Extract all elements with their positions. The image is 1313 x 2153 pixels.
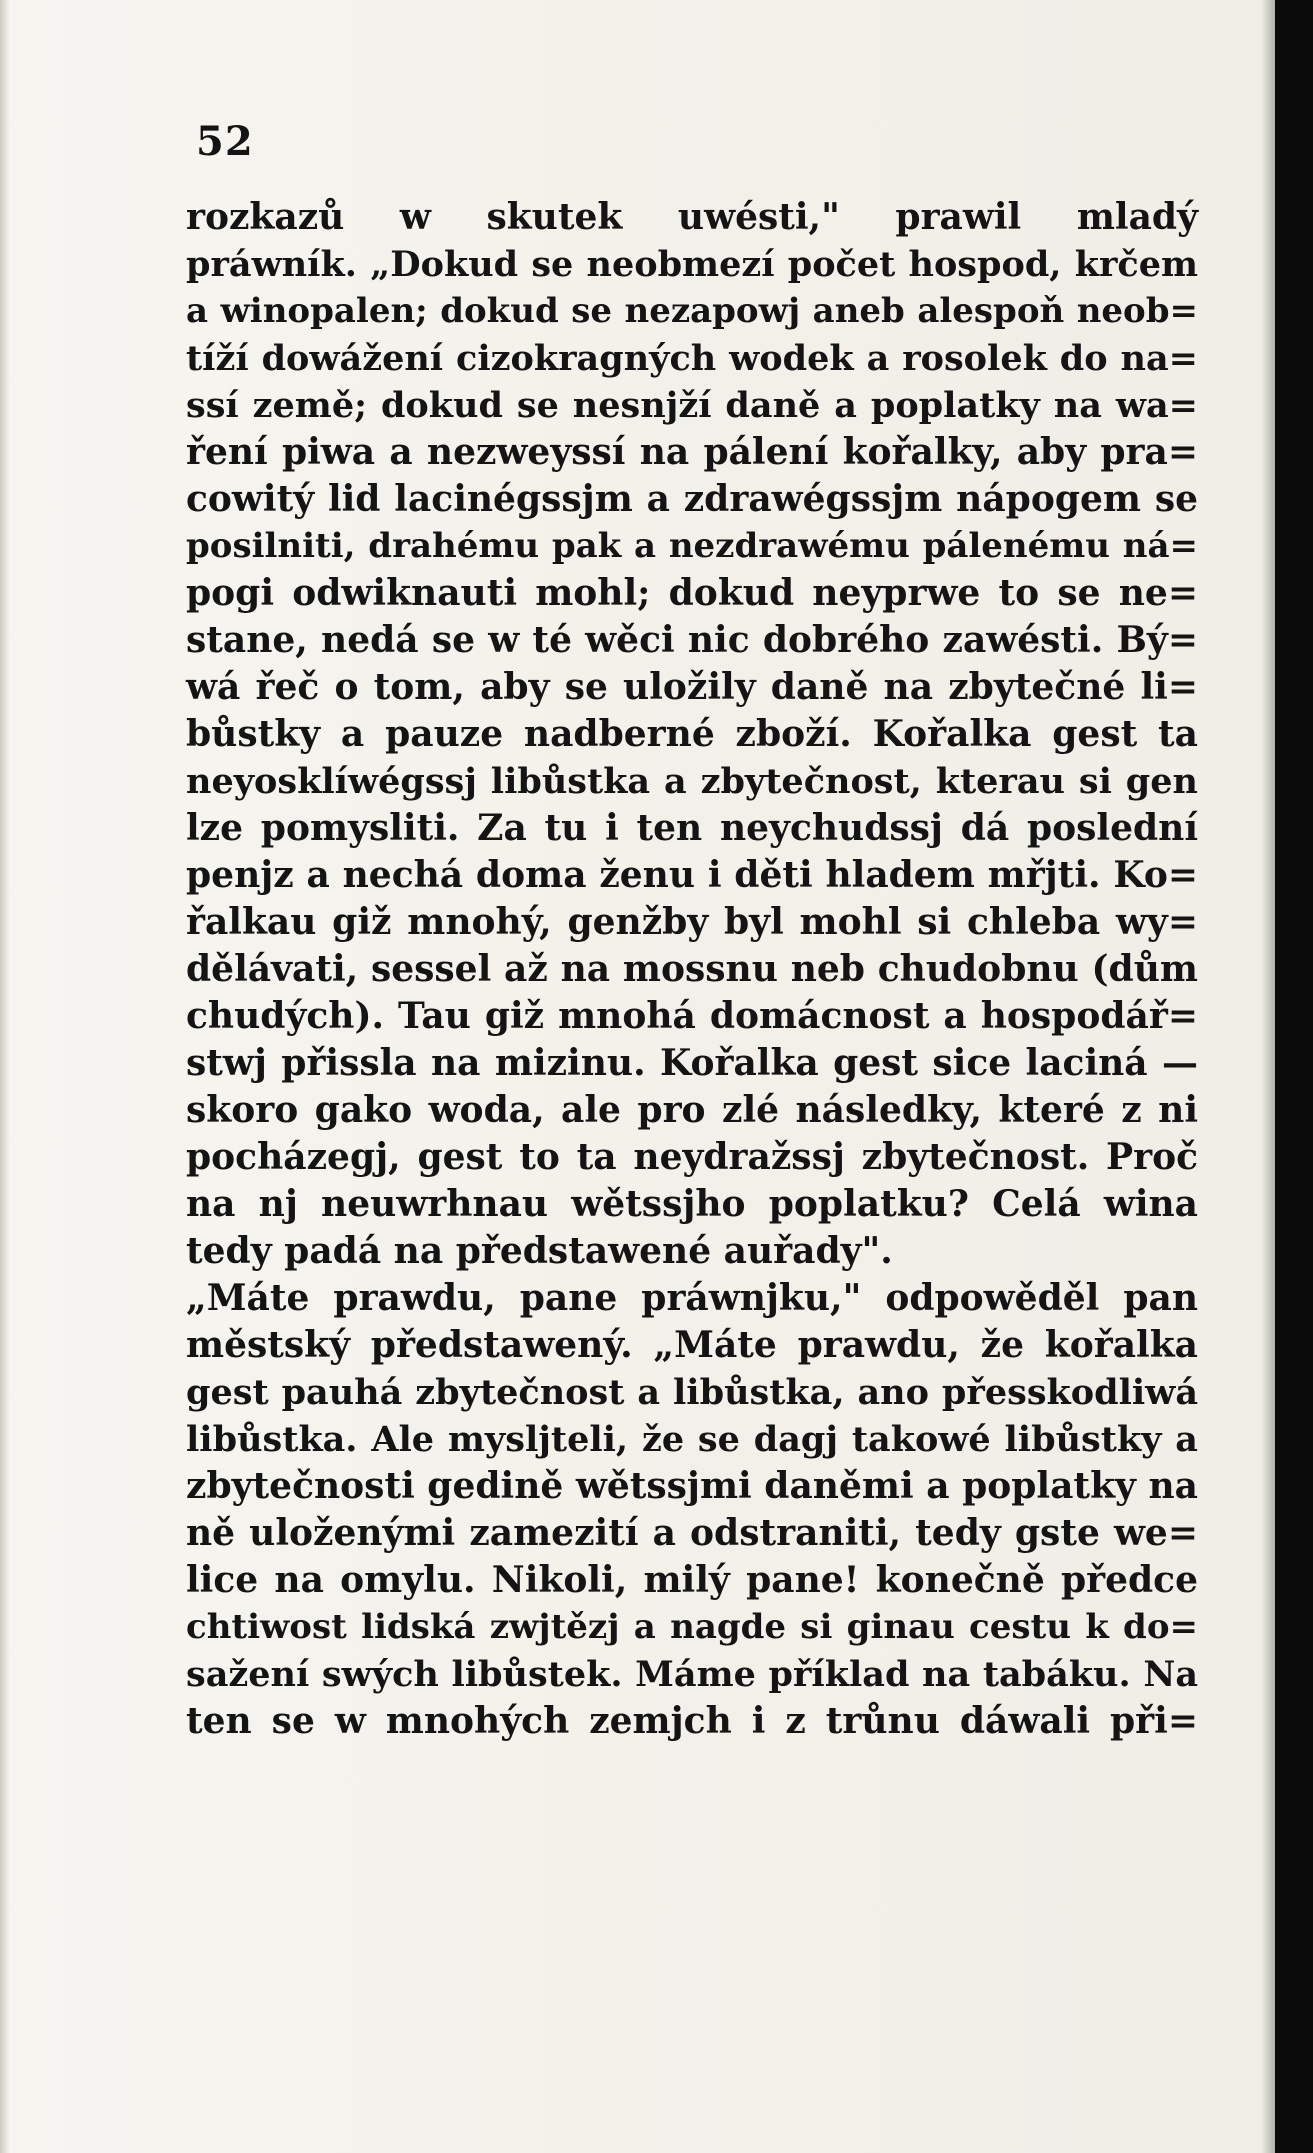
text-line: „Máte prawdu, pane práwnjku," odpowěděl pan [186, 1277, 1198, 1319]
text-line: ně uloženými zamezití a odstraniti, tedy gste we= [186, 1512, 1198, 1554]
text-line: rozkazů w skutek uwésti," prawil mladý [186, 196, 1198, 238]
page-left-shadow [0, 0, 10, 2153]
text-line: libůstka. Ale mysljteli, že se dagj takowé libůstky a [186, 1419, 1198, 1460]
text-line: pocházegj, gest to ta neydražssj zbytečnost. Proč [186, 1136, 1198, 1178]
text-line: lice na omylu. Nikoli, milý pane! konečně předce [186, 1559, 1198, 1601]
body-text [186, 194, 1198, 1745]
gutter-shadow [1261, 0, 1275, 2153]
text-line: tedy padá na předstawené auřady". [186, 1230, 893, 1272]
text-line: chudých). Tau giž mnohá domácnost a hospodář= [186, 995, 1198, 1037]
text-line: wá řeč o tom, aby se uložily daně na zbytečné li= [186, 666, 1198, 708]
text-line: ření piwa a nezweyssí na pálení kořalky, aby pra= [186, 431, 1198, 473]
text-line: městský předstawený. „Máte prawdu, že kořalka [186, 1324, 1198, 1366]
text-line: ten se w mnohých zemjch i z trůnu dáwali při= [186, 1700, 1198, 1742]
text-line: penjz a nechá doma ženu i děti hladem mřjti. Ko= [186, 854, 1198, 896]
text-line: bůstky a pauze nadberné zboží. Kořalka gest ta [186, 713, 1198, 755]
text-line: lze pomysliti. Za tu i ten neychudssj dá poslední [186, 807, 1198, 849]
text-line: ssí země; dokud se nesnjží daně a poplatky na wa= [186, 385, 1198, 426]
text-line: práwník. „Dokud se neobmezí počet hospod, krčem [186, 244, 1198, 285]
text-line: na nj neuwrhnau wětssjho poplatku? Celá wina [186, 1183, 1198, 1225]
text-line: zbytečnosti gedině wětssjmi daněmi a poplatky na [186, 1465, 1198, 1507]
text-line: gest pauhá zbytečnost a libůstka, ano přesskodliwá [186, 1372, 1198, 1413]
text-line: tíží dowážení cizokragných wodek a rosolek do na= [186, 338, 1198, 379]
text-line: stwj přissla na mizinu. Kořalka gest sice laciná — [186, 1042, 1198, 1084]
text-line: chtiwost lidská zwjtězj a nagde si ginau cestu k do= [186, 1607, 1198, 1647]
text-line: posilniti, drahému pak a nezdrawému pálenému ná= [186, 526, 1198, 566]
text-line: dělávati, sessel až na mossnu neb chudobnu (dům [186, 948, 1198, 990]
page-number: 52 [196, 118, 254, 165]
text-line: sažení swých libůstek. Máme příklad na tabáku. Na [186, 1654, 1198, 1695]
text-line: cowitý lid lacinégssjm a zdrawégssjm nápogem se [186, 478, 1198, 520]
text-line: řalkau giž mnohý, genžby byl mohl si chleba wy= [186, 901, 1198, 943]
text-line: neyosklíwégssj libůstka a zbytečnost, kterau si gen [186, 761, 1198, 802]
text-line: a winopalen; dokud se nezapowj aneb alespoň neob= [186, 291, 1198, 331]
text-line: pogi odwiknauti mohl; dokud neyprwe to se ne= [186, 572, 1198, 614]
binding-edge [1275, 0, 1313, 2153]
text-line: stane, nedá se w té wěci nic dobrého zawésti. Bý= [186, 619, 1198, 661]
text-line: skoro gako woda, ale pro zlé následky, které z ni [186, 1089, 1198, 1131]
